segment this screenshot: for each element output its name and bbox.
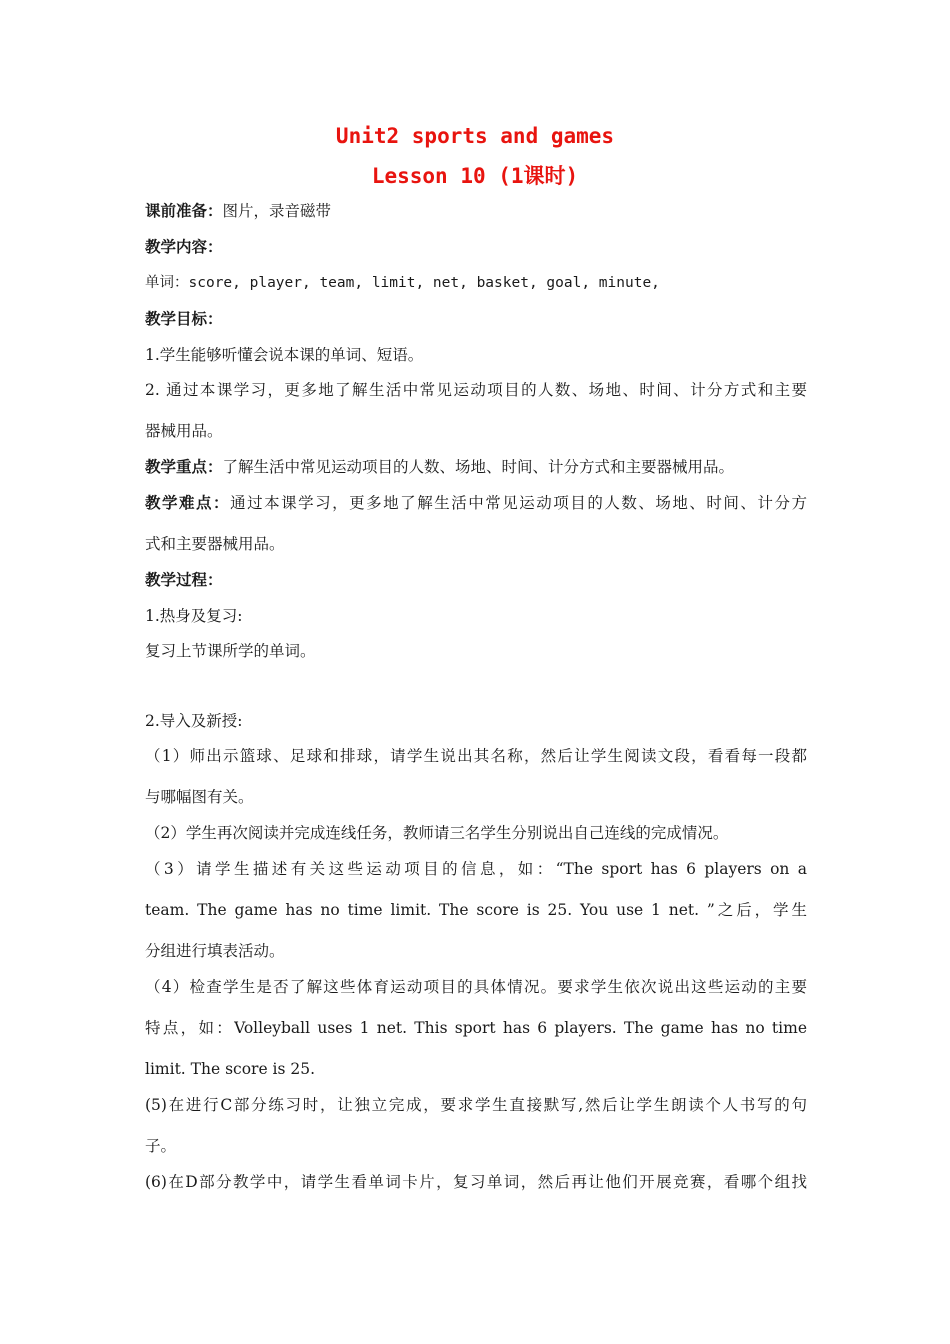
key-point-line — [145, 456, 807, 478]
goal-item-2-line2: 器械用品。 — [145, 422, 223, 440]
paragraph-3-line1: （3）请学生描述有关这些运动项目的信息，如：“The sport has 6 players on a — [145, 860, 807, 878]
lesson-subtitle: Lesson 10 (1课时) — [371, 164, 579, 188]
step1-title: 1.热身及复习: — [145, 607, 243, 625]
difficulty-text-a: 通过本课学习，更多地了解生活中常见运动项目的人数、场地、时间、计分方 — [230, 494, 807, 512]
paragraph-5-line1: (5)在进行C部分练习时，让独立完成，要求学生直接默写,然后让学生朗读个人书写的句 — [145, 1096, 807, 1114]
paragraph-4-line3: limit. The score is 25. — [145, 1060, 316, 1078]
word-list: 单词：score, player, team, limit, net, basket, goal, minute, — [145, 275, 660, 291]
step1-text: 复习上节课所学的单词。 — [145, 642, 316, 660]
paragraph-6-line1: (6)在D部分教学中，请学生看单词卡片，复习单词，然后再让他们开展竞赛，看哪个组找 — [145, 1173, 807, 1191]
goals-heading — [145, 308, 807, 330]
process-label: 教学过程： — [145, 570, 223, 589]
document-title: Unit2 sports and games — [335, 124, 615, 148]
step2-title: 2.导入及新授: — [145, 712, 243, 730]
paragraph-1-line2: 与哪幅图有关。 — [145, 788, 254, 806]
goal-item-2-line1: 2. 通过本课学习，更多地了解生活中常见运动项目的人数、场地、时间、计分方式和主要 — [145, 381, 807, 399]
goal-item-1: 1.学生能够听懂会说本课的单词、短语。 — [145, 346, 424, 364]
key-point-label: 教学重点： — [145, 457, 223, 476]
prep-label: 课前准备： — [145, 201, 223, 220]
paragraph-3-line2: team. The game has no time limit. The score is 25. You use 1 net. ”之后，学生 — [145, 901, 807, 919]
content-heading — [145, 236, 807, 258]
key-point-text: 了解生活中常见运动项目的人数、场地、时间、计分方式和主要器械用品。 — [222, 458, 735, 476]
paragraph-3-line3: 分组进行填表活动。 — [145, 942, 285, 960]
paragraph-2: （2）学生再次阅读并完成连线任务，教师请三名学生分别说出自己连线的完成情况。 — [145, 824, 729, 842]
paragraph-1-line1: （1）师出示篮球、足球和排球，请学生说出其名称，然后让学生阅读文段，看看每一段都 — [145, 747, 807, 765]
paragraph-4-line2: 特点，如：Volleyball uses 1 net. This sport has 6 players. The game has no time — [145, 1019, 807, 1037]
prep-line — [145, 200, 807, 222]
difficulty-line2: 式和主要器械用品。 — [145, 535, 285, 553]
prep-text: 图片，录音磁带 — [222, 202, 332, 220]
paragraph-4-line1: （4）检查学生是否了解这些体育运动项目的具体情况。要求学生依次说出这些运动的主要 — [145, 978, 807, 996]
paragraph-5-line2: 子。 — [145, 1137, 177, 1155]
process-heading — [145, 569, 807, 591]
difficulty-label: 教学难点： — [145, 493, 231, 512]
goals-label: 教学目标： — [145, 309, 223, 328]
content-label: 教学内容： — [145, 237, 223, 256]
difficulty-line1 — [145, 492, 807, 514]
